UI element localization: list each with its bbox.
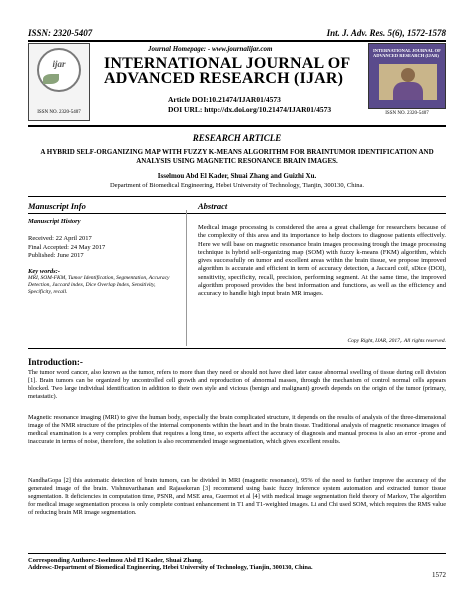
published-date: Published: June 2017 (28, 252, 84, 259)
corresponding-author-box (28, 557, 446, 572)
copyright-note: Copy Right, IJAR, 2017,. All rights reserved. (347, 338, 446, 344)
article-type: RESEARCH ARTICLE (192, 133, 282, 143)
keywords-list: MRI, SOM-FKM, Tumor Identification, Segmentation, Accuracy Detection, Jaccard index, Dice Overlap Index, Sensitivity, Specificity, recall. (28, 274, 170, 295)
person-body-icon (393, 82, 423, 100)
logo-text: ijar (52, 59, 66, 69)
manuscript-info (28, 218, 184, 296)
citation-label: Int. J. Adv. Res. 5(6), 1572-1578 (326, 28, 446, 38)
issn-label: ISSN: 2320-5407 (28, 28, 93, 38)
logo-ring-icon (37, 48, 81, 92)
cover-photo (379, 64, 437, 100)
running-header (28, 28, 446, 38)
author-affiliation: Department of Biomedical Engineering, Hebei University of Technology, Tianjin, 300130, China. (109, 182, 365, 189)
intro-paragraph-3: NandhaGopa [2] this automatic detection of brain tumors, can be divided in MRI (magnetic resonance), 95% of the need to further improve the accuracy of the generated image of the brain. Vishnuvarthanan and Rajasekeran [3] recommend using basic fuzzy inference system automation and extracted tumor tissue segmentation. It deficiencies in computation time, PSNR, and MSE area, Guermot et al [4] with medical image segmentation field theory of Markov, The algorithm for medical image segmentation process is only complete contrast enhancement in T1 and T1-weighted images. Li and Chi used SOM, which requires the RMS value of reducing brain MR image segmentation. (28, 477, 446, 516)
journal-title (104, 56, 350, 86)
intro-paragraph-1: The tumor word cancer, also known as the tumor, refers to more than they need or should not have died later cause abnormal swelling of tissue during cell division [1]. Brain tumors can be organized by uncontrolled cell growth and reproduction of abnormal masses, through the mechanism of control normal cells appears blocked. Two large individual identification in addition to their own style and vicious (benign and malignant) growth depends on the origin of the tumor (primary, metastatic). (28, 369, 446, 400)
introduction-heading: Introduction:- (28, 357, 83, 367)
article-doi: Article DOI:10.21474/IJAR01/4573 (168, 95, 281, 104)
logo-issn: ISSN NO. 2320-5407 (37, 110, 81, 115)
page-number: 1572 (432, 571, 446, 579)
abstract-text: Medical image processing is considered the area a great challenge for researchers because of the complexity of this area and its importance to help doctors to diagnose patients effectively. Here we will base on magnetic resonance brain images processing trough the image processing technique is hybrid self-organizing map (SOM) with fuzzy k-means (FKM) algorithm, which gives successfully on tumor and excellent areas within the brain tissue, we propose improved algorithm is accurate and efficient in term of accuracy detection, a Jaccard coif, sDice (DOI), sensitivity, specificity, recall, precision, performing segment. At the same time, the improved algorithm proposed provides the best information and functions, as well as the efficiency and accuracy to handle high input brain MR images. (198, 224, 446, 298)
journal-title-line1: INTERNATIONAL JOURNAL OF (104, 55, 351, 72)
paper-title: A HYBRID SELF-ORGANIZING MAP WITH FUZZY K-MEANS ALGORITHM FOR BRAINTUMOR IDENTIFICATION AND ANALYSIS USING MAGNETIC RESONANCE BRAIN IMAGES. (40, 148, 434, 165)
manuscript-info-heading: Manuscript Info (28, 201, 86, 211)
corresponding-authors: Corresponding Authors:-Isselmou Abd El Kader, Shuai Zhang. (28, 557, 203, 564)
keywords-label: Key words:- (28, 267, 60, 275)
column-divider (186, 210, 187, 346)
footer-rule (28, 553, 446, 554)
final-accepted-date: Final Accepted: 24 May 2017 (28, 243, 106, 251)
leaf-icon (43, 74, 59, 84)
abstract-heading: Abstract (198, 201, 228, 211)
header-rule (28, 40, 446, 42)
journal-cover-image (368, 43, 446, 109)
received-date: Received: 22 April 2017 (28, 235, 92, 242)
cover-title: INTERNATIONAL JOURNAL OF ADVANCED RESEARCH (IJAR) (373, 48, 441, 58)
journal-logo (28, 43, 90, 121)
journal-masthead (28, 43, 446, 123)
section-rule-top (28, 196, 446, 197)
cover-issn: ISSN NO. 2320-5407 (385, 111, 429, 116)
section-rule-mid (28, 213, 446, 214)
masthead-rule (28, 125, 446, 127)
doi-url-link[interactable]: DOI URL: http://dx.doi.org/10.21474/IJAR01/4573 (168, 105, 332, 114)
journal-title-line2: ADVANCED RESEARCH (IJAR) (104, 70, 344, 87)
corresponding-address: Address:-Department of Biomedical Engineering, Hebei University of Technology, Tianjin, 300130, China. (28, 564, 313, 571)
journal-homepage: Journal Homepage: - www.journalijar.com (148, 45, 273, 53)
author-list: Isselmou Abd El Kader, Shuai Zhang and Guizhi Xu. (157, 172, 317, 180)
intro-paragraph-2: Magnetic resonance imaging (MRI) to give the human body, especially the brain complicated structure, it depends on the results of analysis of the three-dimensional image of the NMR structure of the principles of the internal components within the heart and in the brain tissue. Traditional analysis of magnetic resonance images of medical examination is a very complex problem that requires a long time, so experts affect the accuracy of diagnosis and manual process is also an error -prone and inaccurate in terms of noise, therefore, the solution is also recommended image segmentation, which gives excellent results. (28, 414, 446, 445)
section-rule-bottom (28, 348, 446, 349)
person-head-icon (401, 68, 415, 82)
manuscript-history-label: Manuscript History (28, 218, 81, 225)
